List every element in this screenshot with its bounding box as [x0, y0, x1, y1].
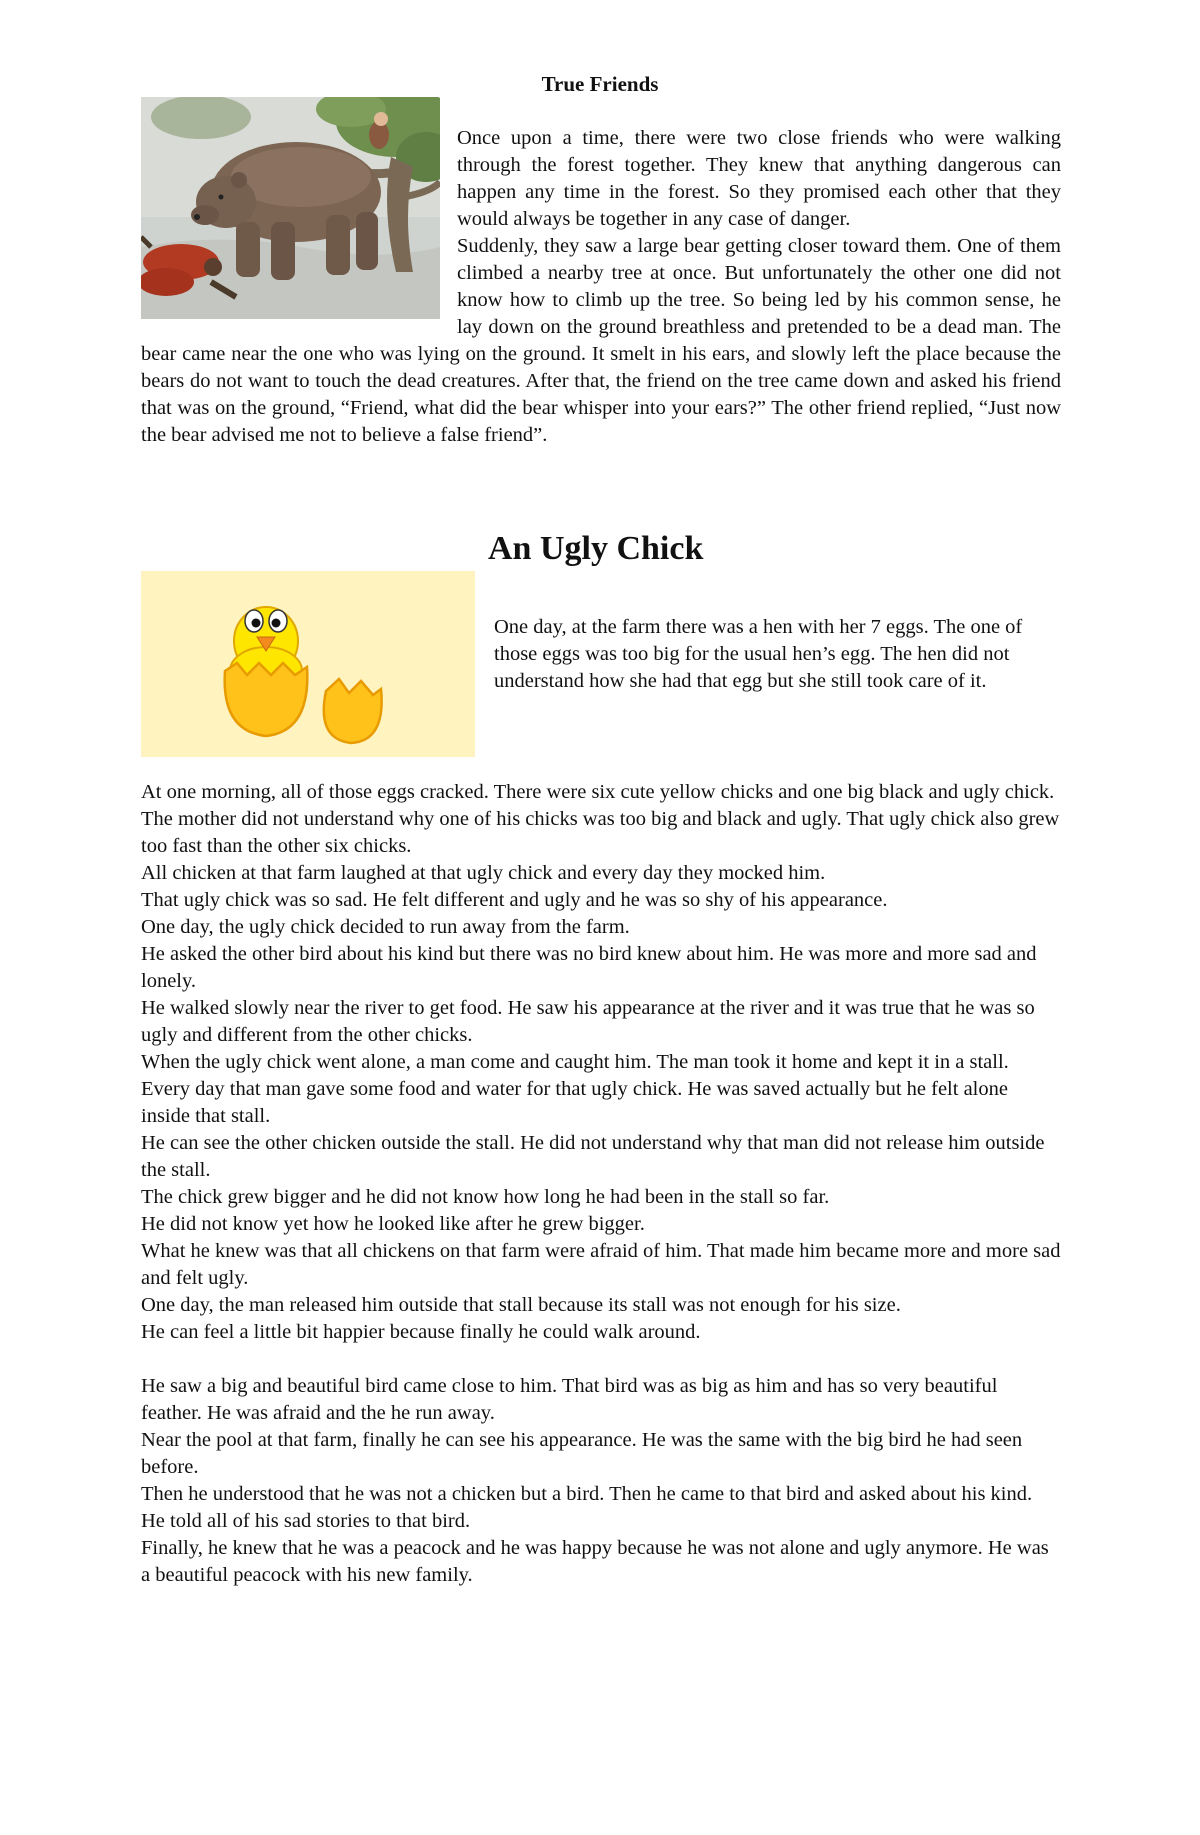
story2-paragraph: That ugly chick was so sad. He felt different and ugly and he was so shy of his appearance.	[141, 889, 888, 911]
story2-paragraph: The mother did not understand why one of his chicks was too big and black and ugly. That ugly chick also grew too fast than the other six chicks.	[141, 808, 1060, 857]
story2-paragraph: When the ugly chick went alone, a man come and caught him. The man took it home and kept it in a stall.	[141, 1051, 1009, 1073]
story2-paragraph: At one morning, all of those eggs cracked. There were six cute yellow chicks and one big black and ugly chick.	[141, 781, 1055, 803]
story2-paragraph: Every day that man gave some food and water for that ugly chick. He was saved actually but he felt alone inside that stall.	[141, 1078, 1008, 1127]
chick-illustration	[141, 571, 475, 757]
story2-paragraph: One day, the ugly chick decided to run away from the farm.	[141, 916, 630, 938]
story2-paragraph: He can feel a little bit happier because finally he could walk around.	[141, 1321, 701, 1343]
story2-title: An Ugly Chick	[488, 530, 704, 567]
story2-intro: One day, at the farm there was a hen with her 7 eggs. The one of those eggs was too big for the usual hen’s egg. The hen did not understand how she had that egg but she still took care of it.	[494, 616, 1023, 692]
story1-paragraph: Once upon a time, there were two close friends who were walking through the forest together. They knew that anything dangerous can happen any time in the forest. So they promised each other that they would always be together in any case of danger.	[457, 127, 1061, 230]
story2-paragraph: He did not know yet how he looked like after he grew bigger.	[141, 1213, 645, 1235]
story2-paragraph: One day, the man released him outside that stall because its stall was not enough for his size.	[141, 1294, 901, 1316]
story2-paragraph: Near the pool at that farm, finally he can see his appearance. He was the same with the big bird he had seen before.	[141, 1429, 1023, 1478]
story1-text	[141, 125, 1061, 449]
story2-paragraph: The chick grew bigger and he did not know how long he had been in the stall so far.	[141, 1186, 830, 1208]
story2-paragraph: Finally, he knew that he was a peacock and he was happy because he was not alone and ugly anymore. He was a beautiful peacock with his new family.	[141, 1537, 1049, 1586]
story2-text	[141, 779, 1061, 1589]
story2-paragraph: All chicken at that farm laughed at that ugly chick and every day they mocked him.	[141, 862, 826, 884]
story2-paragraph: He walked slowly near the river to get food. He saw his appearance at the river and it was true that he was so ugly and different from the other chicks.	[141, 997, 1035, 1046]
story2-paragraph: He can see the other chicken outside the stall. He did not understand why that man did not release him outside the stall.	[141, 1132, 1045, 1181]
story2-paragraph: He asked the other bird about his kind but there was no bird knew about him. He was more and more sad and lonely.	[141, 943, 1037, 992]
story1-title: True Friends	[541, 72, 659, 96]
story2-paragraph: What he knew was that all chickens on that farm were afraid of him. That made him became more and more sad and felt ugly.	[141, 1240, 1061, 1289]
story1-paragraph: Suddenly, they saw a large bear getting closer toward them. One of them climbed a nearby tree at once. But unfortunately the other one did not know how to climb up the tree. So being led by his common sense, he lay down on the ground breathless and pretended to be a dead man. The bear came near the one who was lying on the ground. It smelt in his ears, and slowly left the place because the bears do not want to touch the dead creatures. After that, the friend on the tree came down and asked his friend that was on the ground, “Friend, what did the bear whisper into your ears?” The other friend replied, “Just now the bear advised me not to believe a false friend”.	[141, 235, 1061, 446]
story2-paragraph: He saw a big and beautiful bird came close to him. That bird was as big as him and has so very beautiful feather. He was afraid and the he run away.	[141, 1375, 998, 1424]
story2-paragraph: Then he understood that he was not a chicken but a bird. Then he came to that bird and asked about his kind. He told all of his sad stories to that bird.	[141, 1483, 1033, 1532]
